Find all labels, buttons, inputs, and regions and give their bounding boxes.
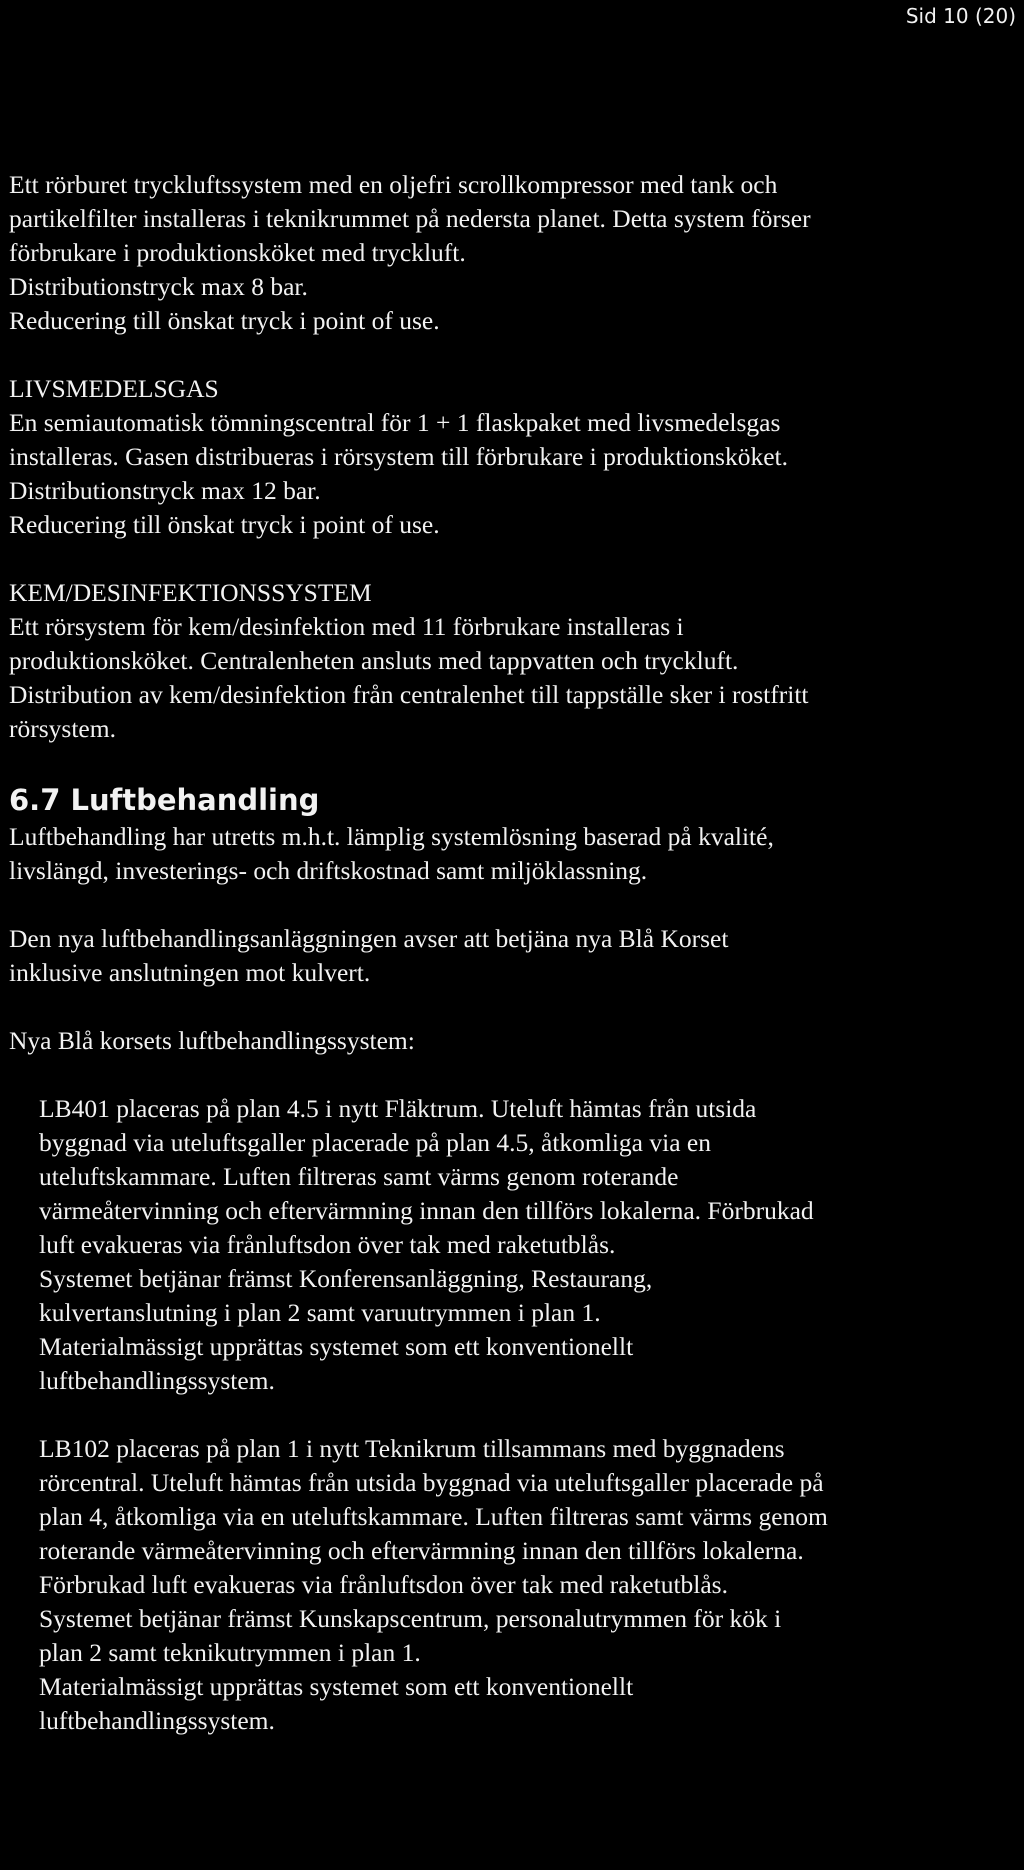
text-line: inklusive anslutningen mot kulvert. <box>9 958 371 987</box>
text-line: LB102 placeras på plan 1 i nytt Teknikrum tillsammans med byggnadens <box>39 1434 785 1463</box>
text-line: rörcentral. Uteluft hämtas från utsida byggnad via uteluftsgaller placerade på <box>39 1468 824 1497</box>
text-line: värmeåtervinning och eftervärmning innan den tillförs lokalerna. Förbrukad <box>39 1196 814 1225</box>
text-line: Distributionstryck max 12 bar. <box>9 476 321 505</box>
text-line: Reducering till önskat tryck i point of use. <box>9 510 440 539</box>
text-line: livslängd, investerings- och driftskostnad samt miljöklassning. <box>9 856 648 885</box>
section-subheading: LIVSMEDELSGAS <box>9 374 219 403</box>
text-line: rörsystem. <box>9 714 116 743</box>
text-line: byggnad via uteluftsgaller placerade på plan 4.5, åtkomliga via en <box>39 1128 711 1157</box>
text-line: Den nya luftbehandlingsanläggningen avser att betjäna nya Blå Korset <box>9 924 729 953</box>
text-line: Nya Blå korsets luftbehandlingssystem: <box>9 1026 415 1055</box>
livsmedelsgas-section <box>9 372 1019 542</box>
text-line: Systemet betjänar främst Kunskapscentrum, personalutrymmen för kök i <box>39 1604 782 1633</box>
text-line: luft evakueras via frånluftsdon över tak med raketutblås. <box>39 1230 616 1259</box>
text-line: Distributionstryck max 8 bar. <box>9 272 308 301</box>
text-line: Förbrukad luft evakueras via frånluftsdon över tak med raketutblås. <box>39 1570 728 1599</box>
section-subheading: KEM/DESINFEKTIONSSYSTEM <box>9 578 372 607</box>
text-line: Ett rörburet tryckluftssystem med en oljefri scrollkompressor med tank och <box>9 170 778 199</box>
lb401-paragraph <box>9 1092 1019 1398</box>
text-line: kulvertanslutning i plan 2 samt varuutrymmen i plan 1. <box>39 1298 601 1327</box>
text-line: Systemet betjänar främst Konferensanläggning, Restaurang, <box>39 1264 653 1293</box>
kem-section <box>9 576 1019 746</box>
page-number: Sid 10 (20) <box>905 4 1016 28</box>
text-line: plan 4, åtkomliga via en uteluftskammare. Luften filtreras samt värms genom <box>39 1502 828 1531</box>
text-line: installeras. Gasen distribueras i rörsystem till förbrukare i produktionsköket. <box>9 442 788 471</box>
text-line: roterande värmeåtervinning och eftervärmning innan den tillförs lokalerna. <box>39 1536 804 1565</box>
text-line: luftbehandlingssystem. <box>39 1706 275 1735</box>
text-line: Materialmässigt upprättas systemet som ett konventionellt <box>39 1672 634 1701</box>
text-line: plan 2 samt teknikutrymmen i plan 1. <box>39 1638 421 1667</box>
text-line: luftbehandlingssystem. <box>39 1366 275 1395</box>
section-heading-6-7: 6.7 Luftbehandling <box>9 783 320 817</box>
text-line: En semiautomatisk tömningscentral för 1 + 1 flaskpaket med livsmedelsgas <box>9 408 781 437</box>
luftbehandling-paragraph-1 <box>9 820 1019 888</box>
text-line: produktionsköket. Centralenheten ansluts med tappvatten och tryckluft. <box>9 646 739 675</box>
text-line: Distribution av kem/desinfektion från centralenhet till tappställe sker i rostfritt <box>9 680 809 709</box>
text-line: förbrukare i produktionsköket med tryckluft. <box>9 238 466 267</box>
lb102-paragraph <box>9 1432 1019 1738</box>
text-line: Materialmässigt upprättas systemet som ett konventionellt <box>39 1332 634 1361</box>
luftbehandling-paragraph-3 <box>9 1024 1019 1058</box>
text-line: Luftbehandling har utretts m.h.t. lämplig systemlösning baserad på kvalité, <box>9 822 774 851</box>
text-line: partikelfilter installeras i teknikrummet på nedersta planet. Detta system förser <box>9 204 811 233</box>
text-line: LB401 placeras på plan 4.5 i nytt Fläktrum. Uteluft hämtas från utsida <box>39 1094 757 1123</box>
text-line: Reducering till önskat tryck i point of use. <box>9 306 440 335</box>
luftbehandling-paragraph-2 <box>9 922 1019 990</box>
intro-paragraph <box>9 168 1019 338</box>
text-line: Ett rörsystem för kem/desinfektion med 11 förbrukare installeras i <box>9 612 684 641</box>
document-body <box>9 168 1019 1738</box>
text-line: uteluftskammare. Luften filtreras samt värms genom roterande <box>39 1162 679 1191</box>
